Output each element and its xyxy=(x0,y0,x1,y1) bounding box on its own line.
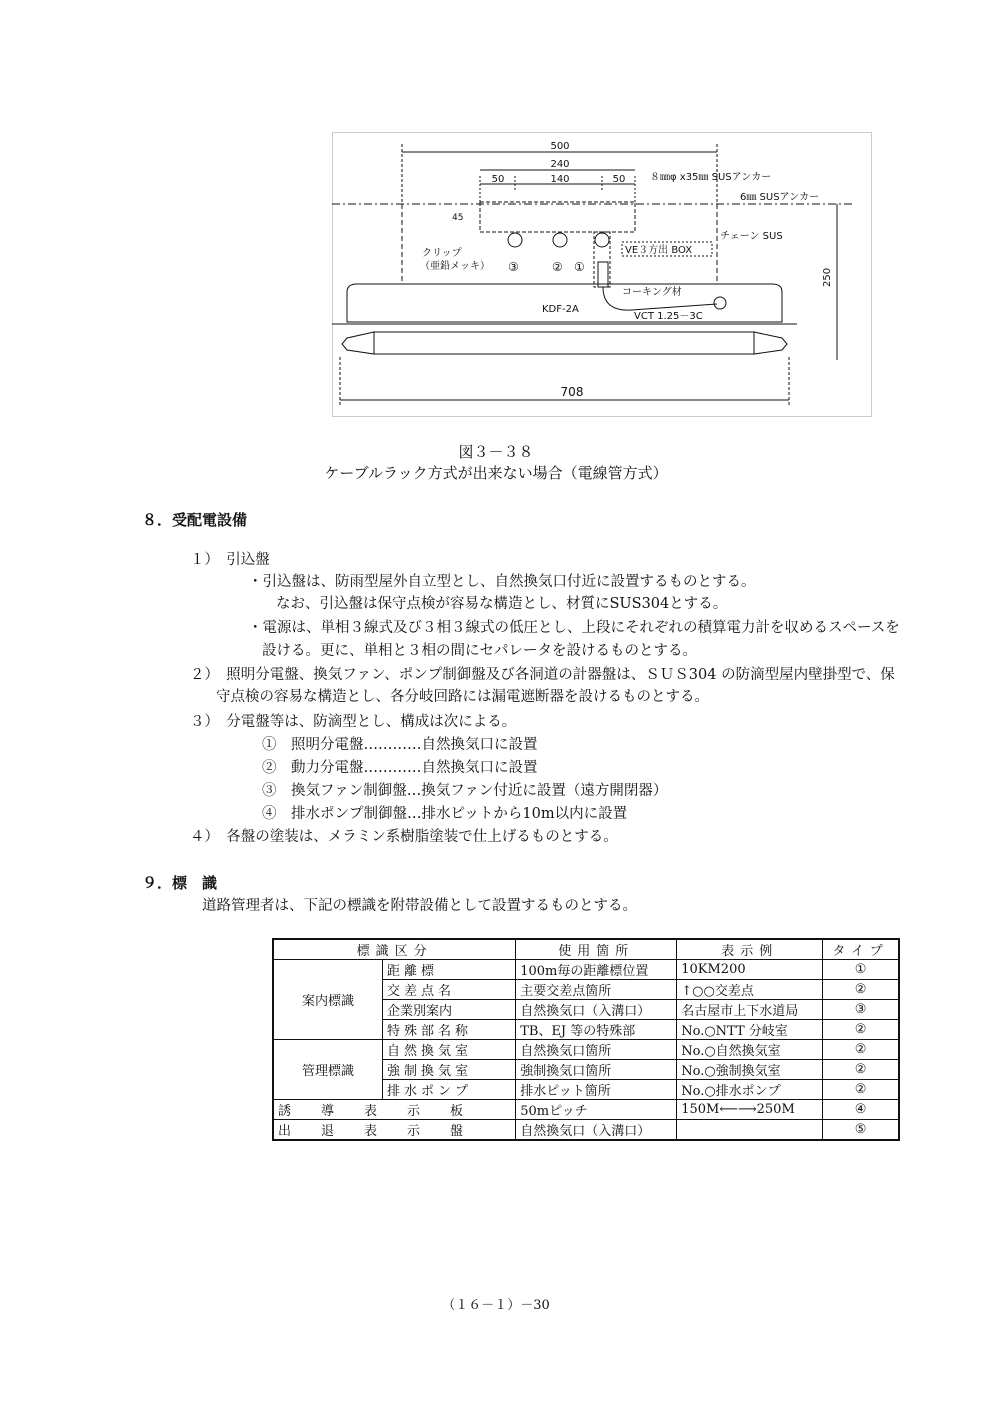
row-example xyxy=(677,1120,823,1141)
item1-bullet1-cont: なお、引込盤は保守点検が容易な構造とし、材質にSUS304とする。 xyxy=(276,596,728,612)
row-type: ③ xyxy=(823,1000,899,1020)
row-place: 強制換気口箇所 xyxy=(516,1060,677,1080)
row-example: 10KM200 xyxy=(677,960,823,980)
dim-250: 250 xyxy=(822,267,833,287)
row-place: 50mピッチ xyxy=(516,1100,677,1120)
table-row xyxy=(273,1040,899,1060)
header-type: タイプ xyxy=(823,939,899,960)
row-name: 交差点名 xyxy=(383,980,516,1000)
item3-list-3: ③ 換気ファン制御盤…換気ファン付近に設置（遠方開閉器） xyxy=(262,783,668,799)
dim-500: 500 xyxy=(550,141,570,152)
row-type: ④ xyxy=(823,1100,899,1120)
label-anchor8: ８㎜φ x35㎜ SUSアンカー xyxy=(650,172,772,183)
dim-240: 240 xyxy=(550,159,570,170)
item4: ４） 各盤の塗装は、メラミン系樹脂塗装で仕上げるものとする。 xyxy=(190,829,618,845)
signs-table xyxy=(272,938,900,1141)
figure-number: 図３－３８ xyxy=(458,443,534,461)
row-place: 自然換気口箇所 xyxy=(516,1040,677,1060)
header-category: 標識区分 xyxy=(273,939,516,960)
row-example: ↑○○交差点 xyxy=(677,980,823,1000)
row-name: 特殊部名称 xyxy=(383,1020,516,1040)
section9-heading: ９．標 識 xyxy=(142,874,218,892)
row-type: ② xyxy=(823,1080,899,1100)
row-name: 企業別案内 xyxy=(383,1000,516,1020)
row-example: No.○自然換気室 xyxy=(677,1040,823,1060)
label-n3: ③ xyxy=(508,260,519,274)
item3-list-4: ④ 排水ポンプ制御盤…排水ピットから10m以内に設置 xyxy=(262,806,628,822)
label-clip: クリップ xyxy=(422,248,462,259)
row-example: No.○NTT 分岐室 xyxy=(677,1020,823,1040)
row-place: 排水ピット箇所 xyxy=(516,1080,677,1100)
label-clip-zinc: （亜鉛メッキ） xyxy=(420,261,490,272)
label-vct: VCT 1.25－3C xyxy=(634,311,703,322)
item1-bullet2: ・電源は、単相３線式及び３相３線式の低圧とし、上段にそれぞれの積算電力計を収めるスペースを xyxy=(248,620,900,636)
row-place: 自然換気口（入溝口） xyxy=(516,1120,677,1141)
row-place: 主要交差点箇所 xyxy=(516,980,677,1000)
row-name: 自然換気室 xyxy=(383,1040,516,1060)
row-example: 名古屋市上下水道局 xyxy=(677,1000,823,1020)
row-name: 強制換気室 xyxy=(383,1060,516,1080)
group-guide: 案内標識 xyxy=(273,960,383,1040)
table-row xyxy=(273,1100,899,1120)
item3-list-2: ② 動力分電盤…………自然換気口に設置 xyxy=(262,760,538,776)
row-place: TB、EJ 等の特殊部 xyxy=(516,1020,677,1040)
row-example: 150M⟵⟶250M xyxy=(677,1100,823,1120)
row-type: ② xyxy=(823,1020,899,1040)
table-row xyxy=(273,960,899,980)
item1-bullet1: ・引込盤は、防雨型屋外自立型とし、自然換気口付近に設置するものとする。 xyxy=(248,574,756,590)
row-example: No.○排水ポンプ xyxy=(677,1080,823,1100)
section9-intro: 道路管理者は、下記の標識を附帯設備として設置するものとする。 xyxy=(202,898,637,914)
label-kdf: KDF-2A xyxy=(542,304,579,315)
item2-cont: 守点検の容易な構造とし、各分岐回路には漏電遮断器を設けるものとする。 xyxy=(216,689,709,705)
row-type: ② xyxy=(823,980,899,1000)
dim-708: 708 xyxy=(560,385,584,399)
header-place: 使用箇所 xyxy=(516,939,677,960)
group-management: 管理標識 xyxy=(273,1040,383,1100)
item1-title: １） 引込盤 xyxy=(190,552,270,568)
lighting-fixture-drawing xyxy=(332,132,872,417)
item2: ２） 照明分電盤、換気ファン、ポンプ制御盤及び各洞道の計器盤は、ＳＵＳ304 の防滴型屋内壁掛型で、保 xyxy=(190,667,895,683)
label-caulk: コーキング材 xyxy=(622,287,682,298)
table-row xyxy=(273,1120,899,1141)
dim-45: 45 xyxy=(452,213,464,223)
dim-140: 140 xyxy=(550,174,570,185)
figure-title: ケーブルラック方式が出来ない場合（電線管方式） xyxy=(324,464,668,482)
row-name: 距離標 xyxy=(383,960,516,980)
label-n2: ② xyxy=(552,260,563,274)
row-type: ① xyxy=(823,960,899,980)
item3-list-1: ① 照明分電盤…………自然換気口に設置 xyxy=(262,737,538,753)
header-example: 表示例 xyxy=(677,939,823,960)
row-place: 100m毎の距離標位置 xyxy=(516,960,677,980)
fixture-body xyxy=(347,284,782,322)
dim-50-left: 50 xyxy=(491,174,505,185)
figure-frame xyxy=(333,133,872,417)
item3: ３） 分電盤等は、防滴型とし、構成は次による。 xyxy=(190,714,517,730)
junction-box xyxy=(480,202,635,232)
label-anchor6: 6㎜ SUSアンカー xyxy=(740,192,820,203)
row-example: No.○強制換気室 xyxy=(677,1060,823,1080)
row-type: ⑤ xyxy=(823,1120,899,1141)
row-type: ② xyxy=(823,1060,899,1080)
dim-50-right: 50 xyxy=(612,174,626,185)
label-chain: チェーン SUS xyxy=(720,231,783,242)
fluorescent-tube xyxy=(374,332,754,354)
label-box: VE３方出 BOX xyxy=(625,245,693,256)
section8-heading: ８．受配電設備 xyxy=(142,511,248,529)
row-name: 誘導表示板 xyxy=(273,1100,516,1120)
table-header-row xyxy=(273,939,899,960)
row-name: 出退表示盤 xyxy=(273,1120,516,1141)
page-number: （１６－１）－30 xyxy=(442,1298,550,1313)
row-type: ② xyxy=(823,1040,899,1060)
label-n1: ① xyxy=(574,260,585,274)
row-place: 自然換気口（入溝口） xyxy=(516,1000,677,1020)
row-name: 排水ポンプ xyxy=(383,1080,516,1100)
item1-bullet2-cont: 設ける。更に、単相と３相の間にセパレータを設けるものとする。 xyxy=(262,643,697,659)
